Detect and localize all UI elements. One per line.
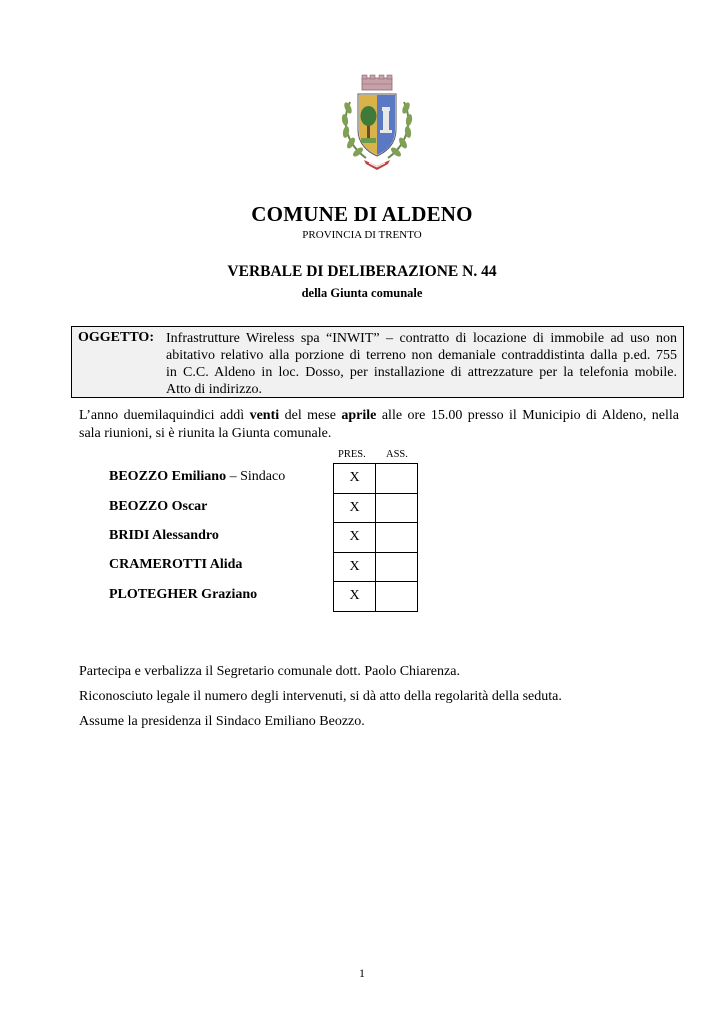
present-cell: X bbox=[334, 552, 376, 582]
member-name: PLOTEGHER Graziano bbox=[109, 587, 258, 602]
subject-line-2: abitativo relativo alla porzione di terreno non demaniale contraddistinta dalla p.ed. 755 bbox=[166, 348, 677, 363]
subject-label: OGGETTO: bbox=[78, 330, 154, 345]
absent-cell bbox=[376, 493, 418, 523]
table-row bbox=[334, 523, 418, 553]
intro-line-2: sala riunioni, si è riunita la Giunta comunale. bbox=[79, 426, 332, 441]
intro-text-part1: L’anno duemilaquindici addì bbox=[79, 408, 250, 423]
subject-line-3: in C.C. Aldeno in loc. Dosso, per installazione di attrezzature per la telefonia mobile. bbox=[166, 365, 677, 380]
table-row bbox=[334, 493, 418, 523]
member-name: BRIDI Alessandro bbox=[109, 528, 219, 543]
intro-month: aprile bbox=[341, 408, 377, 423]
member-name-row bbox=[109, 557, 242, 573]
present-cell: X bbox=[334, 464, 376, 494]
member-name: BEOZZO Oscar bbox=[109, 499, 208, 514]
member-name-row bbox=[109, 499, 207, 515]
intro-text-part3: alle ore 15.00 presso il Municipio di Aldeno, nella bbox=[376, 408, 679, 423]
member-name-row bbox=[109, 587, 257, 603]
member-role: – Sindaco bbox=[226, 469, 286, 484]
verbale-title: VERBALE DI DELIBERAZIONE N. 44 bbox=[227, 263, 497, 280]
intro-day: venti bbox=[249, 408, 280, 423]
closing-line-quorum: Riconosciuto legale il numero degli intervenuti, si dà atto della regolarità della seduta. bbox=[79, 689, 562, 704]
page-title: COMUNE DI ALDENO bbox=[251, 202, 473, 226]
coat-of-arms-icon bbox=[336, 74, 418, 174]
member-name: CRAMEROTTI Alida bbox=[109, 557, 243, 572]
attendance-table bbox=[333, 463, 418, 612]
table-row bbox=[334, 582, 418, 612]
table-row bbox=[334, 552, 418, 582]
closing-line-presidency: Assume la presidenza il Sindaco Emiliano Beozzo. bbox=[79, 714, 365, 729]
present-cell: X bbox=[334, 523, 376, 553]
verbale-subtitle: della Giunta comunale bbox=[301, 286, 423, 300]
absent-cell bbox=[376, 523, 418, 553]
subject-line-1: Infrastrutture Wireless spa “INWIT” – contratto di locazione di immobile ad uso non bbox=[166, 331, 677, 346]
absent-cell bbox=[376, 552, 418, 582]
column-header-absent: ASS. bbox=[386, 449, 408, 460]
present-cell: X bbox=[334, 582, 376, 612]
page-number: 1 bbox=[359, 966, 365, 980]
present-cell: X bbox=[334, 493, 376, 523]
intro-text-part2: del mese bbox=[279, 408, 342, 423]
member-name-row bbox=[109, 528, 219, 544]
member-name-row bbox=[109, 469, 285, 485]
table-row bbox=[334, 464, 418, 494]
absent-cell bbox=[376, 582, 418, 612]
intro-line-1 bbox=[79, 408, 679, 424]
province-subtitle: PROVINCIA DI TRENTO bbox=[302, 229, 422, 241]
member-name: BEOZZO Emiliano bbox=[109, 469, 227, 484]
absent-cell bbox=[376, 464, 418, 494]
subject-line-4: Atto di indirizzo. bbox=[166, 382, 263, 397]
closing-line-secretary: Partecipa e verbalizza il Segretario comunale dott. Paolo Chiarenza. bbox=[79, 664, 460, 679]
column-header-present: PRES. bbox=[338, 449, 366, 460]
